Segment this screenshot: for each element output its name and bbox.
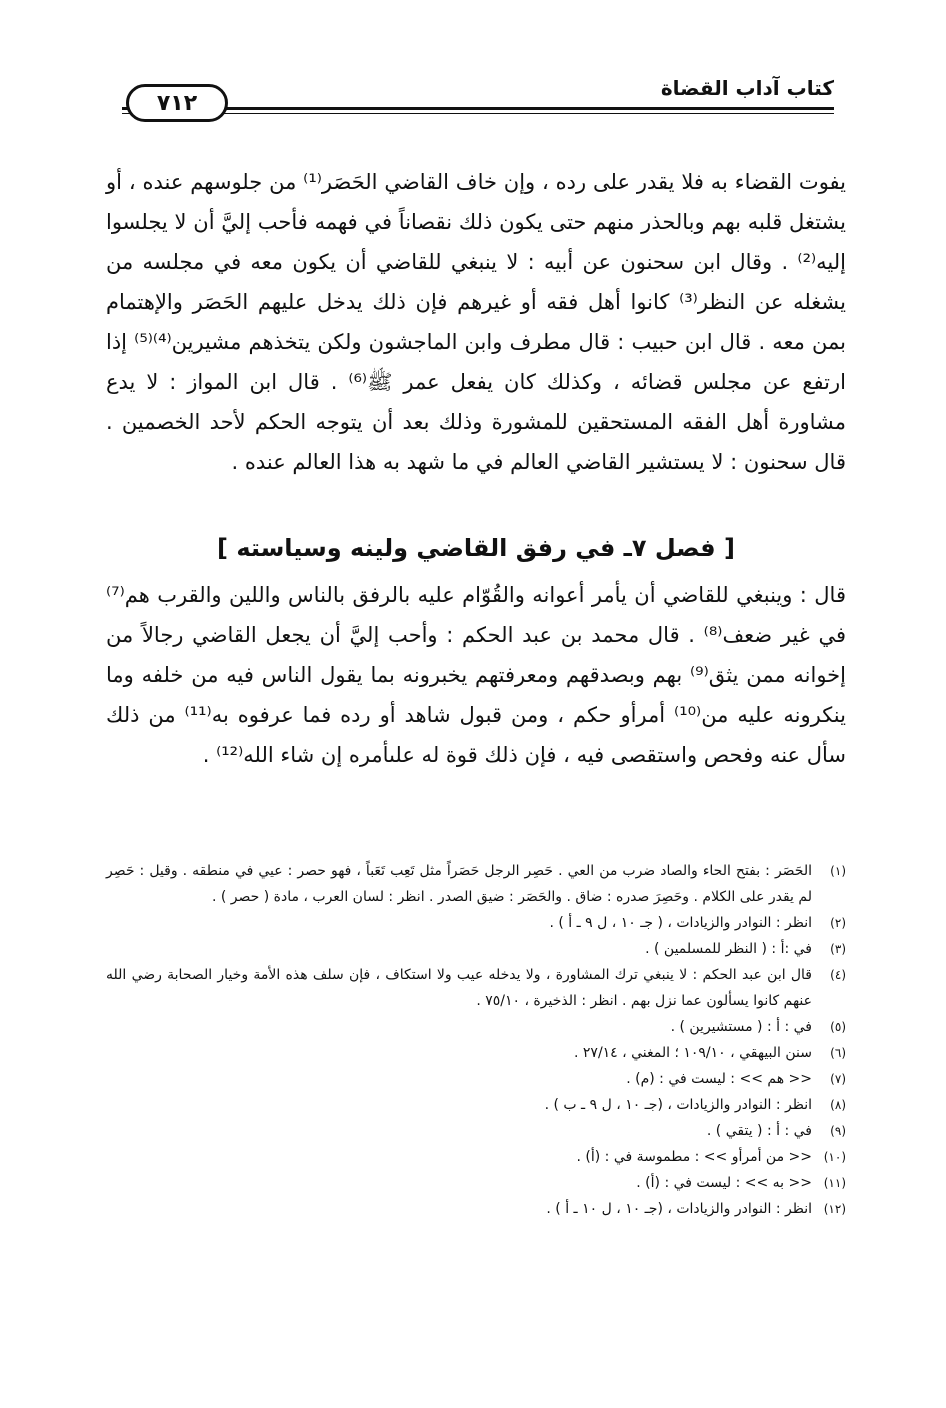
footnote-item (106, 1066, 846, 1092)
footnotes (106, 858, 846, 1222)
body-paragraph-1: يفوت القضاء به فلا يقدر على رده ، وإن خاف القاضي الحَصَر⁽¹⁾ من جلوسهم عنده ، أو يشتغل قلبه بهم وبالحذر منهم حتى يكون ذلك نقصاناً في فهمه فأحب إليَّ أن لا يجلسوا إليه⁽²⁾ . وقال ابن سحنون عن أبيه : لا ينبغي للقاضي أن يكون معه في مجلسه من يشغله عن النظر⁽³⁾ كانوا أهل فقه أو غيرهم فإن ذلك يدخل عليهم الحَصَر والإهتمام بمن معه . قال ابن حبيب : قال مطرف وابن الماجشون ولكن يتخذهم مشيرين⁽⁴⁾⁽⁵⁾ إذا ارتفع عن مجلس قضائه ، وكذلك كان يفعل عمر ﷺ⁽⁶⁾ . قال ابن المواز : لا يدع مشاورة أهل الفقه المستحقين للمشورة وذلك بعد أن يتوجه الحكم لأحد الخصمين . قال سحنون : لا يستشير القاضي العالم في ما شهد به هذا العالم عنده . (106, 170, 847, 474)
footnote-item (106, 1092, 846, 1118)
footnote-number: (٣) (830, 942, 846, 956)
book-title: كتاب آداب القضاة (660, 76, 834, 100)
footnote-item (106, 858, 846, 910)
footnote-item (106, 962, 846, 1014)
footnote-text: انظر : النوادر والزيادات ، (جـ ١٠ ، ل ٩ ـ ب ) . (544, 1097, 812, 1113)
footnote-text: في :أ : ( النظر للمسلمين ) . (645, 941, 812, 957)
footnote-text: الحَصَر : بفتح الحاء والصاد ضرب من العي . حَصِر الرجل حَصَراً مثل تَعِب تَعَباً ، فهو حصر : عيي في منطقه . وقيل : حَصِر لم يقدر على الكلام . وحَصِرَ صدره : ضاق . والحَصَر : ضيق الصدر . انظر : لسان العرب ، مادة ( حصر ) . (106, 863, 812, 905)
footnote-number: (١١) (823, 1176, 846, 1190)
footnote-text: في : أ : ( يتقي ) . (706, 1123, 812, 1139)
footnote-number: (١٠) (823, 1150, 846, 1164)
page-number: ٧١٢ (126, 84, 228, 122)
footnote-number: (٨) (830, 1098, 846, 1112)
footnote-text: قال ابن عبد الحكم : لا ينبغي ترك المشاورة ، ولا يدخله عيب ولا استكاف ، فإن سلف هذه الأمة وخيار الصحابة رضي الله عنهم كانوا يسألون عما نزل بهم . انظر : الذخيرة ، ٧٥/١٠ . (106, 967, 812, 1009)
footnote-text: في : أ : ( مستشيرين ) . (670, 1019, 812, 1035)
footnote-number: (٥) (830, 1020, 846, 1034)
body-paragraph-2: قال : وينبغي للقاضي أن يأمر أعوانه والقُوّام عليه بالرفق بالناس واللين والقرب هم⁽⁷⁾ في غير ضعف⁽⁸⁾ . قال محمد بن عبد الحكم : وأحب إليَّ أن يجعل القاضي رجالاً من إخوانه ممن يثق⁽⁹⁾ بهم وبصدقهم ومعرفتهم يخبرونه بما يقول الناس فيه من خلفه وما ينكرونه عليه من⁽¹⁰⁾ أمرأو حكم ، ومن قبول شاهد أو رده فما عرفوه به⁽¹¹⁾ من ذلك سأل عنه وفحص واستقصى فيه ، فإن ذلك قوة له علىأمره إن شاء الله⁽¹²⁾ . (106, 583, 846, 767)
footnote-number: (٩) (830, 1124, 846, 1138)
footnote-number: (٢) (830, 916, 846, 930)
footnote-number: (٧) (830, 1072, 846, 1086)
footnote-number: (١) (830, 864, 846, 878)
section-heading: [ فصل ٧ـ في رفق القاضي ولينه وسياسته ] (217, 534, 735, 562)
body-paragraph-1-container (106, 162, 846, 482)
body-paragraph-2-container (106, 575, 846, 775)
footnote-item (106, 910, 846, 936)
footnote-number: (٤) (830, 968, 846, 982)
footnote-item (106, 1170, 846, 1196)
footnote-number: (١٢) (823, 1202, 846, 1216)
footnote-number: (٦) (830, 1046, 846, 1060)
footnote-item (106, 1144, 846, 1170)
footnote-text: << من أمرأو >> : مطموسة في : (أ) . (576, 1149, 812, 1165)
footnote-item (106, 1118, 846, 1144)
footnote-item (106, 1014, 846, 1040)
page-header (112, 74, 834, 134)
footnote-item (106, 1196, 846, 1222)
footnote-item (106, 936, 846, 962)
footnote-text: << به >> : ليست في : (أ) . (636, 1175, 812, 1191)
header-rule-thin (122, 113, 834, 114)
header-rule (122, 107, 834, 110)
footnote-text: انظر : النوادر والزيادات ، ( جـ ١٠ ، ل ٩ ـ أ ) . (549, 915, 812, 931)
footnote-text: << هم >> : ليست في : (م) . (626, 1071, 812, 1087)
footnote-item (106, 1040, 846, 1066)
footnote-text: سنن البيهقي ، ١٠٩/١٠ ؛ المغني ، ٢٧/١٤ . (574, 1045, 812, 1061)
footnote-text: انظر : النوادر والزيادات ، (جـ ١٠ ، ل ١٠ ـ أ ) . (546, 1201, 812, 1217)
